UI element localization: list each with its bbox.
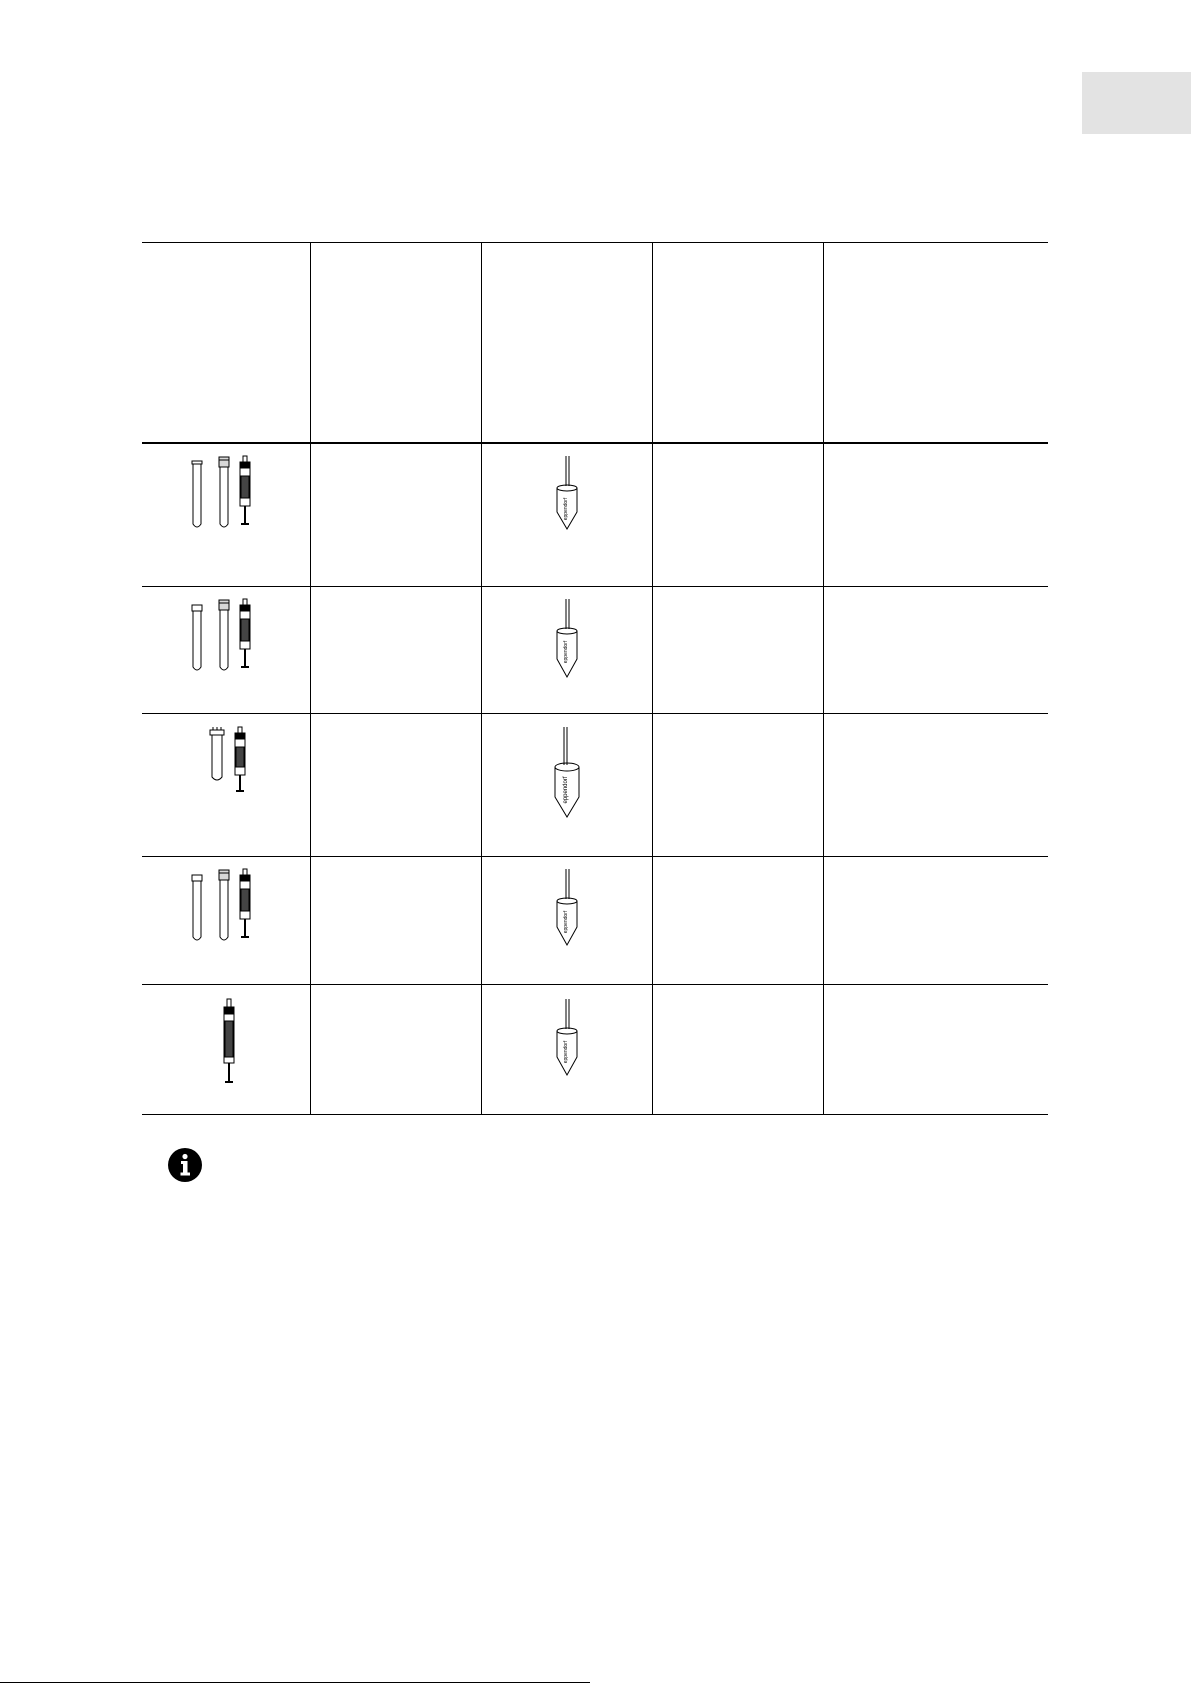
tube-set-illustration <box>208 725 253 795</box>
adapter-tube-illustration <box>547 597 587 682</box>
column-divider <box>310 242 311 1115</box>
row-divider <box>142 984 1048 985</box>
column-divider <box>652 242 653 1115</box>
tube-set-illustration <box>188 454 258 529</box>
table-bottom-rule <box>142 1114 1048 1115</box>
tube-set-illustration <box>188 597 258 677</box>
column-divider <box>481 242 482 1115</box>
adapter-brand-label: eppendorf <box>563 910 569 934</box>
table-header-rule <box>142 442 1048 444</box>
adapter-tube-illustration <box>547 997 587 1082</box>
table-top-rule <box>142 242 1048 243</box>
adapter-tube-illustration <box>547 867 587 952</box>
row-divider <box>142 856 1048 857</box>
compatibility-table <box>142 242 1048 1115</box>
syringe-illustration <box>218 997 240 1087</box>
adapter-brand-label: eppendorf <box>563 497 569 521</box>
side-tab <box>1082 72 1191 134</box>
row-divider <box>142 586 1048 587</box>
row-divider <box>142 713 1048 714</box>
adapter-brand-label: eppendorf <box>563 1040 569 1064</box>
tube-set-illustration <box>188 867 258 947</box>
adapter-tube-illustration <box>544 725 590 820</box>
info-icon <box>167 1147 203 1183</box>
adapter-brand-label: eppendorf <box>563 640 569 664</box>
footer-rule <box>0 1682 590 1683</box>
column-divider <box>823 242 824 1115</box>
adapter-brand-label: eppendorf <box>563 776 569 804</box>
adapter-tube-illustration <box>547 454 587 534</box>
